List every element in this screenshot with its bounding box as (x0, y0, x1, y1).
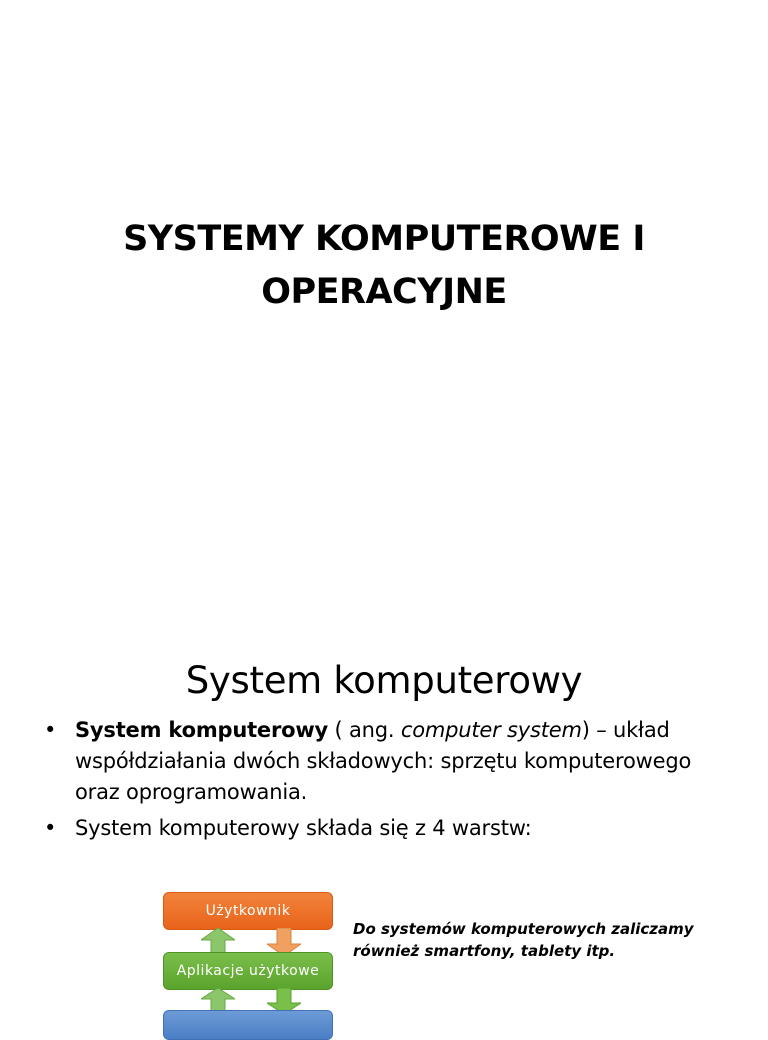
bullet-definition (44, 715, 734, 808)
bullet-term: System komputerowy (75, 718, 329, 742)
layer-user-label: Użytkownik (205, 903, 291, 919)
side-note (353, 918, 713, 962)
layer-applications (163, 952, 333, 990)
bullet-layers (44, 813, 734, 844)
slide-1-title-line-2: OPERACYJNE (261, 272, 507, 313)
slide-1-title-line-1: SYSTEMY KOMPUTEROWE I (123, 219, 645, 260)
slide-2 (0, 600, 768, 1024)
slide-1-title (0, 213, 768, 319)
slide-2-title: System komputerowy (185, 658, 583, 702)
side-note-line-2: również smartfony, tablety itp. (353, 942, 616, 960)
layer-applications-label: Aplikacje użytkowe (176, 963, 320, 979)
bullet-english-term: computer system (400, 718, 582, 742)
layer-user (163, 892, 333, 930)
bullet-list (44, 715, 734, 849)
bullet-marker: • (44, 718, 57, 742)
bullet-pre-paren: ( ang. (328, 718, 401, 742)
bullet-definition-text: ) – układ współdziałania dwóch składowych: sprzętu komputerowego oraz oprogramowania. (75, 718, 692, 804)
bullet-layers-text: System komputerowy składa się z 4 warstw: (75, 816, 532, 840)
side-note-line-1: Do systemów komputerowych zaliczamy (353, 920, 694, 938)
layer-next (163, 1010, 333, 1040)
bullet-marker: • (44, 816, 57, 840)
layers-diagram (163, 888, 335, 1028)
